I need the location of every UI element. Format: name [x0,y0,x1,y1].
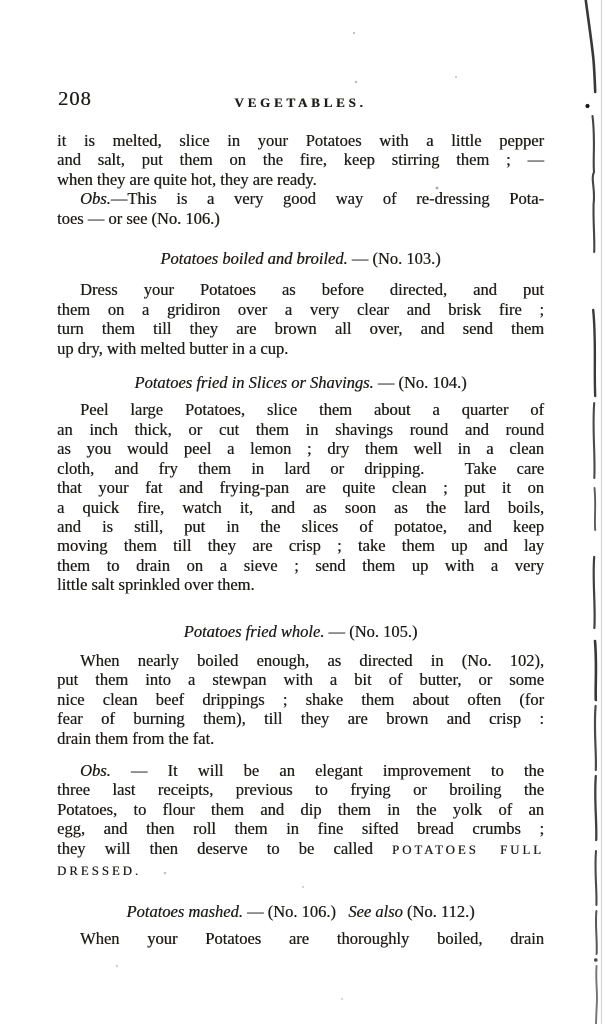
page-content [57,131,544,948]
text-segment: When your Potatoes are thoroughly boiled, drain [80,928,544,948]
text-segment: that your fat and frying-pan are quite clean ; put it on [57,478,544,498]
text-line [57,131,544,150]
page-body [57,88,544,948]
recipe-heading-line [57,902,544,921]
text-line [57,575,544,594]
recipe-heading-line [57,622,544,641]
text-segment: them on a gridiron over a very clear and brisk fire ; [57,299,544,319]
text-line [57,439,544,458]
para-103 [57,280,544,358]
text-segment: — It will be an elegant improvement to the [110,760,544,780]
text-line [57,170,544,189]
para-redress-continuation [57,131,544,189]
text-segment: and is still, put in the slices of potatoe, and keep [57,516,544,536]
small-caps-text: DRESSED. [57,864,142,878]
para-obs-redress [57,189,544,228]
recipe-heading-line [57,373,544,392]
text-segment: little salt sprinkled over them. [57,575,255,595]
text-segment: when they are quite hot, they are ready. [57,169,317,189]
text-line [57,150,544,169]
text-segment: Peel large Potatoes, slice them about a quarter of [80,400,544,420]
text-line [57,339,544,358]
text-segment: Dress your Potatoes as before directed, and put [80,280,544,300]
text-line [57,420,544,439]
recipe-heading-line [57,249,544,268]
text-segment: (No. 112.) [402,902,475,922]
text-segment: they will then deserve to be called [57,838,392,858]
text-segment: as you would peel a lemon ; dry them well in a clean [57,439,544,459]
text-line [57,498,544,517]
para-106 [57,929,544,948]
text-segment: them to drain on a sieve ; send them up with a very [57,555,544,575]
text-line [57,319,544,338]
running-header-title: VEGETABLES. [234,95,367,110]
text-segment: an inch thick, or cut them in shavings round and round [57,419,544,439]
text-line [57,929,544,948]
heading-104 [57,373,544,392]
text-line [57,761,544,780]
text-line [57,556,544,575]
small-caps-text: POTATOES FULL [392,842,544,857]
text-segment: fear of burning them), till they are brown and crisp : [57,709,544,729]
text-segment: — (No. 106.) [242,902,349,922]
text-segment: and salt, put them on the fire, keep stirring them ; — [57,150,544,170]
text-line [57,189,544,208]
text-segment: Potatoes, to flour them and dip them in the yolk of an [57,799,544,819]
para-104 [57,400,544,594]
text-segment: — (No. 104.) [373,373,467,393]
text-line [57,800,544,819]
heading-106 [57,902,544,921]
text-line [57,209,544,228]
text-segment: —This is a very good way of re-dressing Pota- [110,189,544,209]
text-line [57,839,544,860]
text-segment: When nearly boiled enough, as directed in (No. 102), [80,650,544,670]
running-header-row [57,88,544,114]
text-segment: up dry, with melted butter in a cup. [57,338,289,358]
italic-text: Potatoes mashed. [126,902,243,922]
text-line [57,709,544,728]
text-segment: drain them from the fat. [57,728,215,748]
text-line [57,690,544,709]
text-line [57,651,544,670]
text-segment: nice clean beef drippings ; shake them about often (for [57,689,544,709]
text-segment: put them into a stewpan with a bit of butter, or some [57,670,544,690]
text-line [57,536,544,555]
text-segment: — (No. 105.) [324,621,418,641]
text-line [57,670,544,689]
italic-text: Potatoes fried in Slices or Shavings. [134,373,374,393]
heading-105 [57,622,544,641]
text-line [57,729,544,748]
italic-text: Obs. [80,189,111,209]
text-segment: cloth, and fry them in lard or dripping. Take care [57,458,544,478]
text-line [57,400,544,419]
italic-text: Obs. [80,760,111,780]
text-line [57,819,544,838]
text-line [57,860,544,881]
text-line [57,280,544,299]
text-segment: — (No. 103.) [347,249,441,269]
text-segment: turn them till they are brown all over, and send them [57,319,544,339]
text-segment: a quick fire, watch it, and as soon as the lard boils, [57,497,544,517]
page-number: 208 [58,88,92,110]
text-line [57,459,544,478]
text-segment: toes — or see (No. 106.) [57,208,220,228]
italic-text: See also [348,902,403,922]
text-segment: moving them till they are crisp ; take them up and lay [57,536,544,556]
text-segment: three last receipts, previous to frying or broiling the [57,780,544,800]
heading-103 [57,249,544,268]
italic-text: Potatoes boiled and broiled. [160,249,348,269]
para-obs-full-dressed [57,761,544,881]
text-line [57,517,544,536]
text-segment: it is melted, slice in your Potatoes with a little pepper [57,131,544,150]
text-line [57,478,544,497]
text-line [57,300,544,319]
italic-text: Potatoes fried whole. [183,621,325,641]
text-line [57,780,544,799]
text-segment: egg, and then roll them in fine sifted bread crumbs ; [57,819,544,839]
para-105 [57,651,544,748]
